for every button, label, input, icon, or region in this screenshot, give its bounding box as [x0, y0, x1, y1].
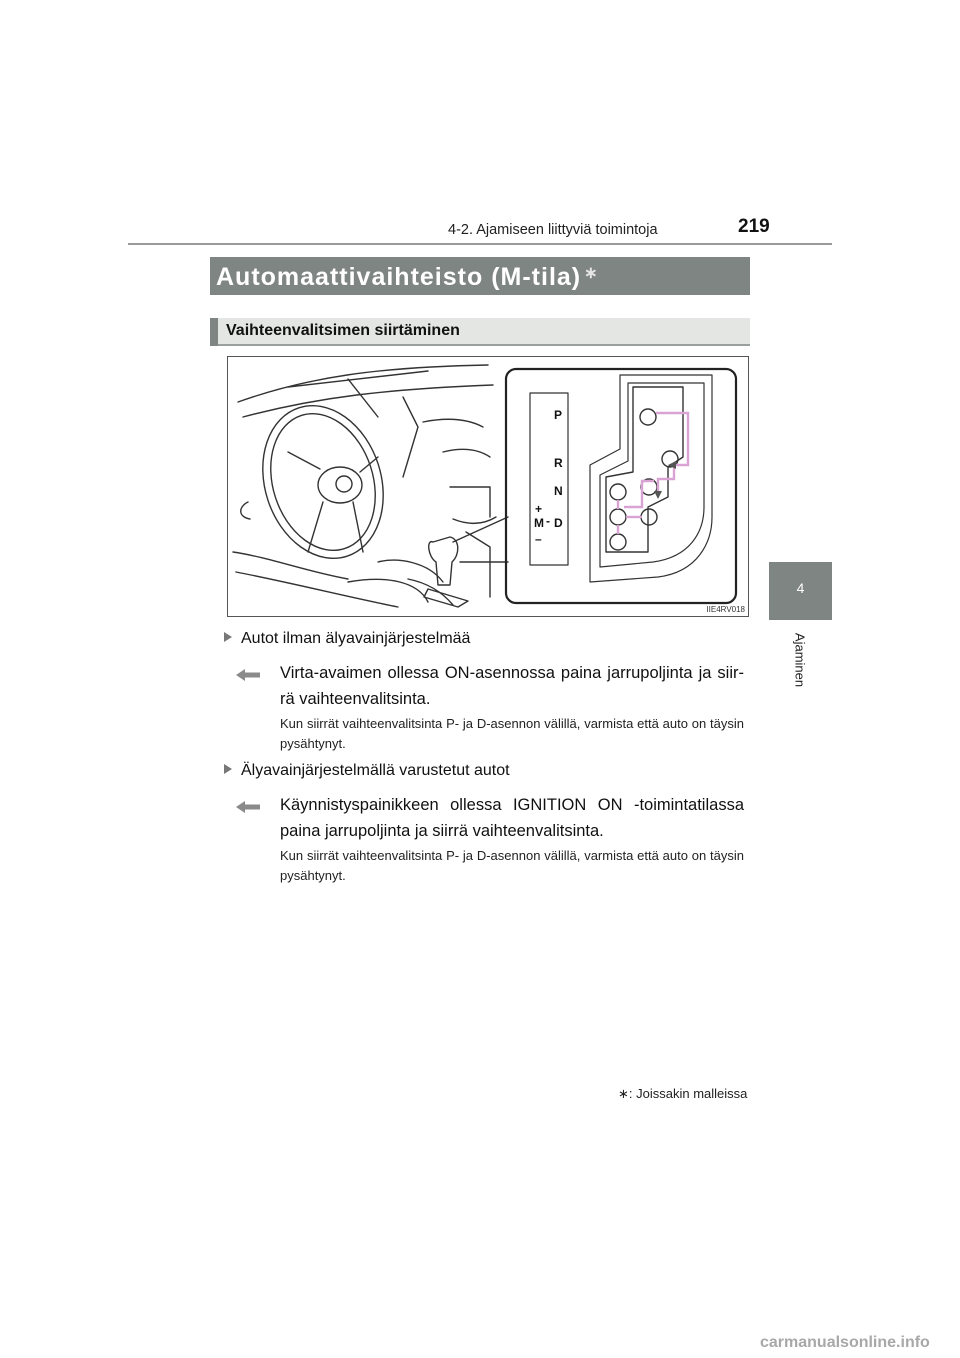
gate-label-n: N — [554, 484, 563, 498]
subheading-bar — [210, 318, 750, 346]
gate-label-d: D — [554, 516, 563, 530]
page-title-text: Automaattivaihteisto (M-tila) — [216, 263, 582, 291]
gate-label-r: R — [554, 456, 563, 470]
subheading: Vaihteenvalitsimen siirtäminen — [226, 322, 460, 339]
section-heading-2 — [224, 762, 510, 780]
step-text-1: Virta-avaimen ollessa ON-asennossa paina jarrupoljinta ja siir-rä vaihteenvalitsinta. — [280, 664, 744, 708]
gate-label-minus: – — [535, 532, 542, 546]
shift-lever-illustration — [227, 356, 749, 617]
footnote-text: : Joissakin malleissa — [628, 1086, 748, 1101]
gate-label-p: P — [554, 408, 563, 422]
step-text-2: Käynnistyspainikkeen ollessa IGNITION ON -toimintatilassa paina jarrupoljinta ja siirrä vaihteenvalitsinta. — [280, 796, 744, 840]
step-arrow-icon — [236, 668, 260, 682]
section-heading-1 — [224, 630, 470, 648]
gate-label-plus: + — [535, 502, 543, 516]
page-number: 219 — [738, 216, 770, 237]
page-title-bar — [210, 257, 750, 295]
watermark: carmanualsonline.info — [760, 1334, 930, 1351]
triangle-bullet-icon — [224, 632, 232, 642]
step-arrow-icon — [236, 800, 260, 814]
section-heading-2-text: Älyavainjärjestelmällä varustetut autot — [241, 762, 510, 779]
chapter-tab-number: 4 — [796, 580, 805, 596]
note-text-2: Kun siirrät vaihteenvalitsinta P- ja D-asennon välillä, varmista että auto on täysin pysähtynyt. — [280, 848, 744, 883]
section-heading-1-text: Autot ilman älyavainjärjestelmää — [241, 630, 471, 647]
triangle-bullet-icon — [224, 764, 232, 774]
asterisk-mark: ∗ — [584, 265, 599, 282]
chapter-tab-label: Ajaminen — [792, 632, 808, 688]
illustration-drawing — [228, 357, 750, 618]
page-title — [216, 263, 599, 292]
header-section-title: 4-2. Ajamiseen liittyviä toimintoja — [448, 222, 658, 238]
note-text-1: Kun siirrät vaihteenvalitsinta P- ja D-asennon välillä, varmista että auto on täysin pysähtynyt. — [280, 716, 744, 751]
footnote-mark: ∗ — [618, 1086, 629, 1101]
figure-code: IIE4RV018 — [706, 605, 745, 614]
gate-label-m: M — [534, 516, 544, 530]
subheading-accent — [210, 318, 218, 346]
footnote — [618, 1086, 747, 1102]
chapter-tab — [769, 562, 832, 620]
gate-label-dash: - — [546, 514, 550, 528]
header-divider — [128, 243, 832, 245]
